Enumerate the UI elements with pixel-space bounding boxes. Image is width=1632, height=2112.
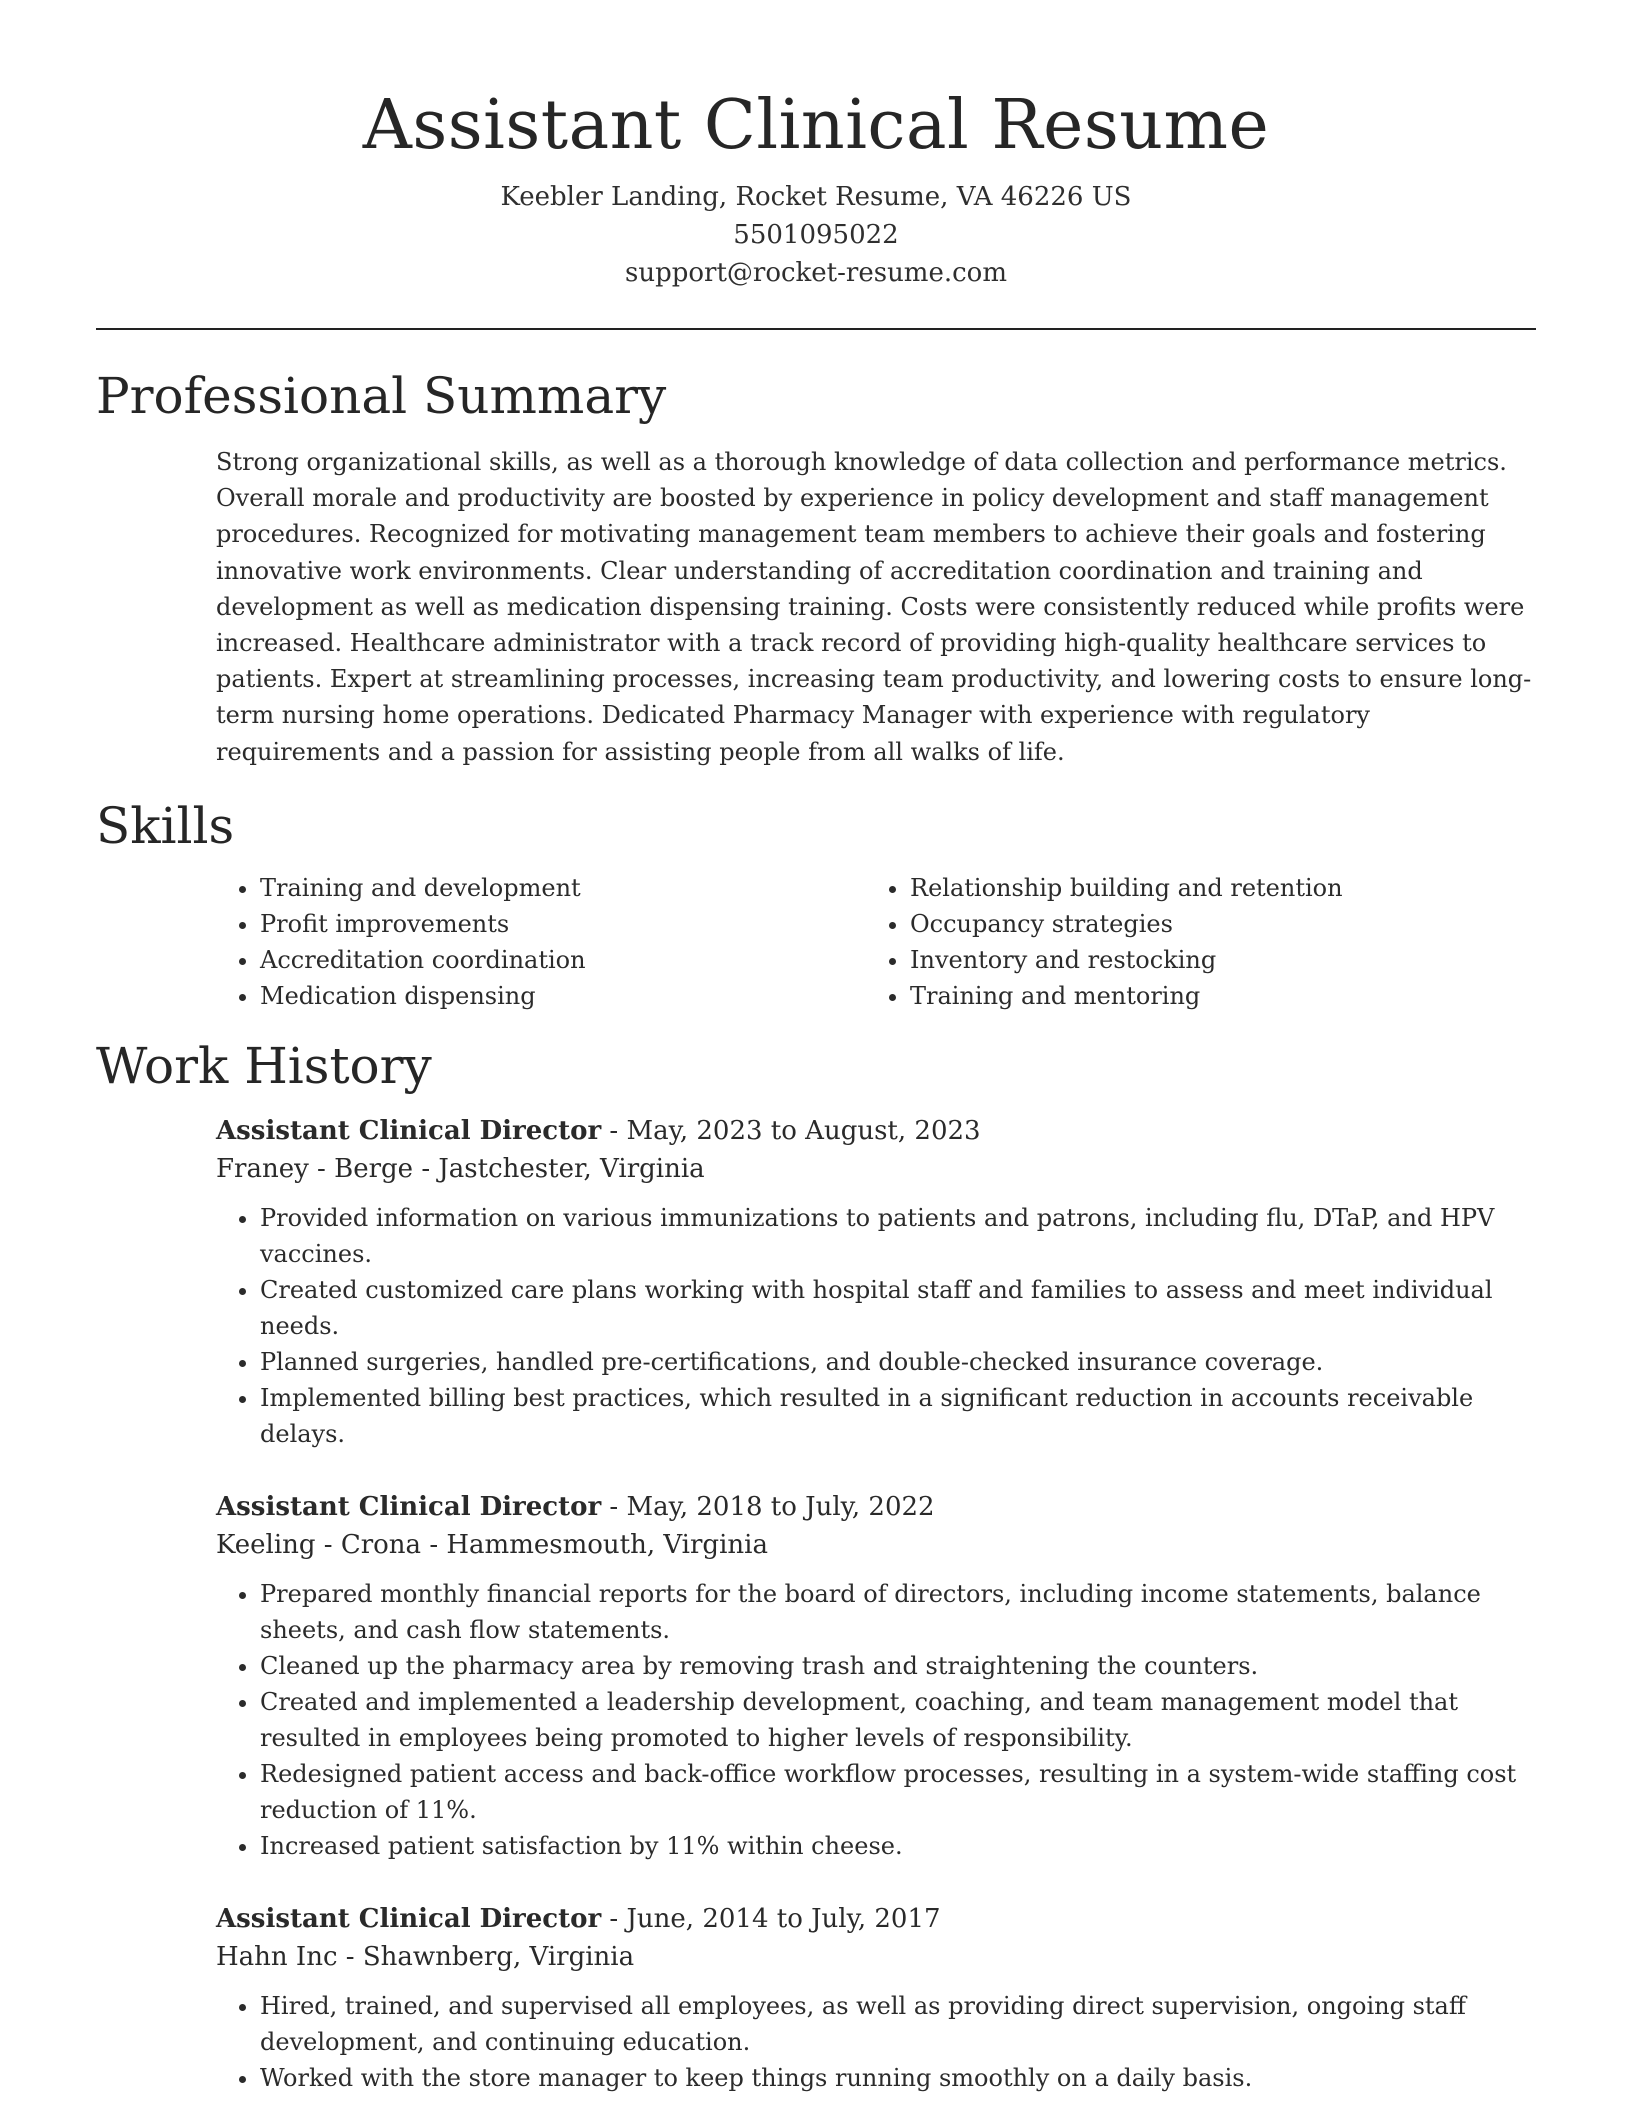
job-bullet: • Worked with the store manager to keep things running smoothly on a daily basis. [260, 2060, 1536, 2096]
job-entry [216, 1900, 1536, 2096]
skills-list [216, 870, 1536, 1014]
contact-block [96, 178, 1536, 292]
resume-title: Assistant Clinical Resume [362, 86, 1270, 165]
job-bullets [216, 1576, 1536, 1864]
skills-heading: Skills [96, 796, 235, 855]
job-bullet: • Created and implemented a leadership development, coaching, and team management model that resulted in employees being promoted to higher levels of responsibility. [260, 1684, 1536, 1756]
job-title-line [216, 1488, 1536, 1526]
contact-phone: 5501095022 [733, 220, 899, 250]
job-bullet: • Hired, trained, and supervised all employees, as well as providing direct supervision, ongoing staff development, and continuing education. [260, 1988, 1536, 2060]
contact-address: Keebler Landing, Rocket Resume, VA 46226 US [500, 182, 1132, 212]
skills-column-right [866, 870, 1516, 1014]
job-dates: - May, 2023 to August, 2023 [601, 1115, 981, 1146]
skill-item: • Profit improvements [260, 906, 866, 942]
job-bullet: • Prepared monthly financial reports for the board of directors, including income statements, balance sheets, and cash flow statements. [260, 1576, 1536, 1648]
skill-item: • Training and development [260, 870, 866, 906]
contact-email: support@rocket-resume.com [624, 258, 1007, 288]
skill-item: • Medication dispensing [260, 978, 866, 1014]
job-role: Assistant Clinical Director [216, 1115, 602, 1146]
job-company: Hahn Inc - Shawnberg, Virginia [216, 1941, 635, 1972]
header-divider [96, 328, 1536, 330]
job-bullets [216, 1200, 1536, 1452]
job-entry [216, 1112, 1536, 1452]
job-bullet: • Implemented billing best practices, which resulted in a significant reduction in accounts receivable delays. [260, 1380, 1536, 1452]
resume-page [96, 0, 1536, 2096]
skills-column-left [216, 870, 866, 1014]
skill-item: • Inventory and restocking [910, 942, 1516, 978]
job-company: Franey - Berge - Jastchester, Virginia [216, 1153, 705, 1184]
job-bullet: • Increased patient satisfaction by 11% within cheese. [260, 1828, 1536, 1864]
job-dates: - May, 2018 to July, 2022 [601, 1491, 935, 1522]
job-bullet: • Redesigned patient access and back-office workflow processes, resulting in a system-wide staffing cost reduction of 11%. [260, 1756, 1536, 1828]
job-dates: - June, 2014 to July, 2017 [601, 1903, 941, 1934]
summary-heading: Professional Summary [96, 367, 667, 425]
skill-item: • Occupancy strategies [910, 906, 1516, 942]
job-bullet: • Cleaned up the pharmacy area by removing trash and straightening the counters. [260, 1648, 1536, 1684]
job-role: Assistant Clinical Director [216, 1491, 602, 1522]
skill-item: • Relationship building and retention [910, 870, 1516, 906]
job-company: Keeling - Crona - Hammesmouth, Virginia [216, 1529, 768, 1560]
job-title-line [216, 1112, 1536, 1150]
job-bullet: • Planned surgeries, handled pre-certifications, and double-checked insurance coverage. [260, 1344, 1536, 1380]
job-role: Assistant Clinical Director [216, 1903, 602, 1934]
job-bullets [216, 1988, 1536, 2096]
resume-header [96, 0, 1536, 292]
skill-item: • Accreditation coordination [260, 942, 866, 978]
summary-text: Strong organizational skills, as well as a thorough knowledge of data collection and performance metrics. Overall morale and productivity are boosted by experience in policy development and staff management procedures. Recognized for motivating management team members to achieve their goals and fostering innovative work environments. Clear understanding of accreditation coordination and training and development as well as medication dispensing training. Costs were consistently reduced while profits were increased. Healthcare administrator with a track record of providing high-quality healthcare services to patients. Expert at streamlining processes, increasing team productivity, and lowering costs to ensure long-term nursing home operations. Dedicated Pharmacy Manager with experience with regulatory requirements and a passion for assisting people from all walks of life. [216, 448, 1532, 766]
job-entry [216, 1488, 1536, 1864]
job-title-line [216, 1900, 1536, 1938]
job-bullet: • Created customized care plans working with hospital staff and families to assess and meet individual needs. [260, 1272, 1536, 1344]
job-bullet: • Provided information on various immunizations to patients and patrons, including flu, DTaP, and HPV vaccines. [260, 1200, 1536, 1272]
work-history-heading: Work History [96, 1036, 432, 1095]
skill-item: • Training and mentoring [910, 978, 1516, 1014]
